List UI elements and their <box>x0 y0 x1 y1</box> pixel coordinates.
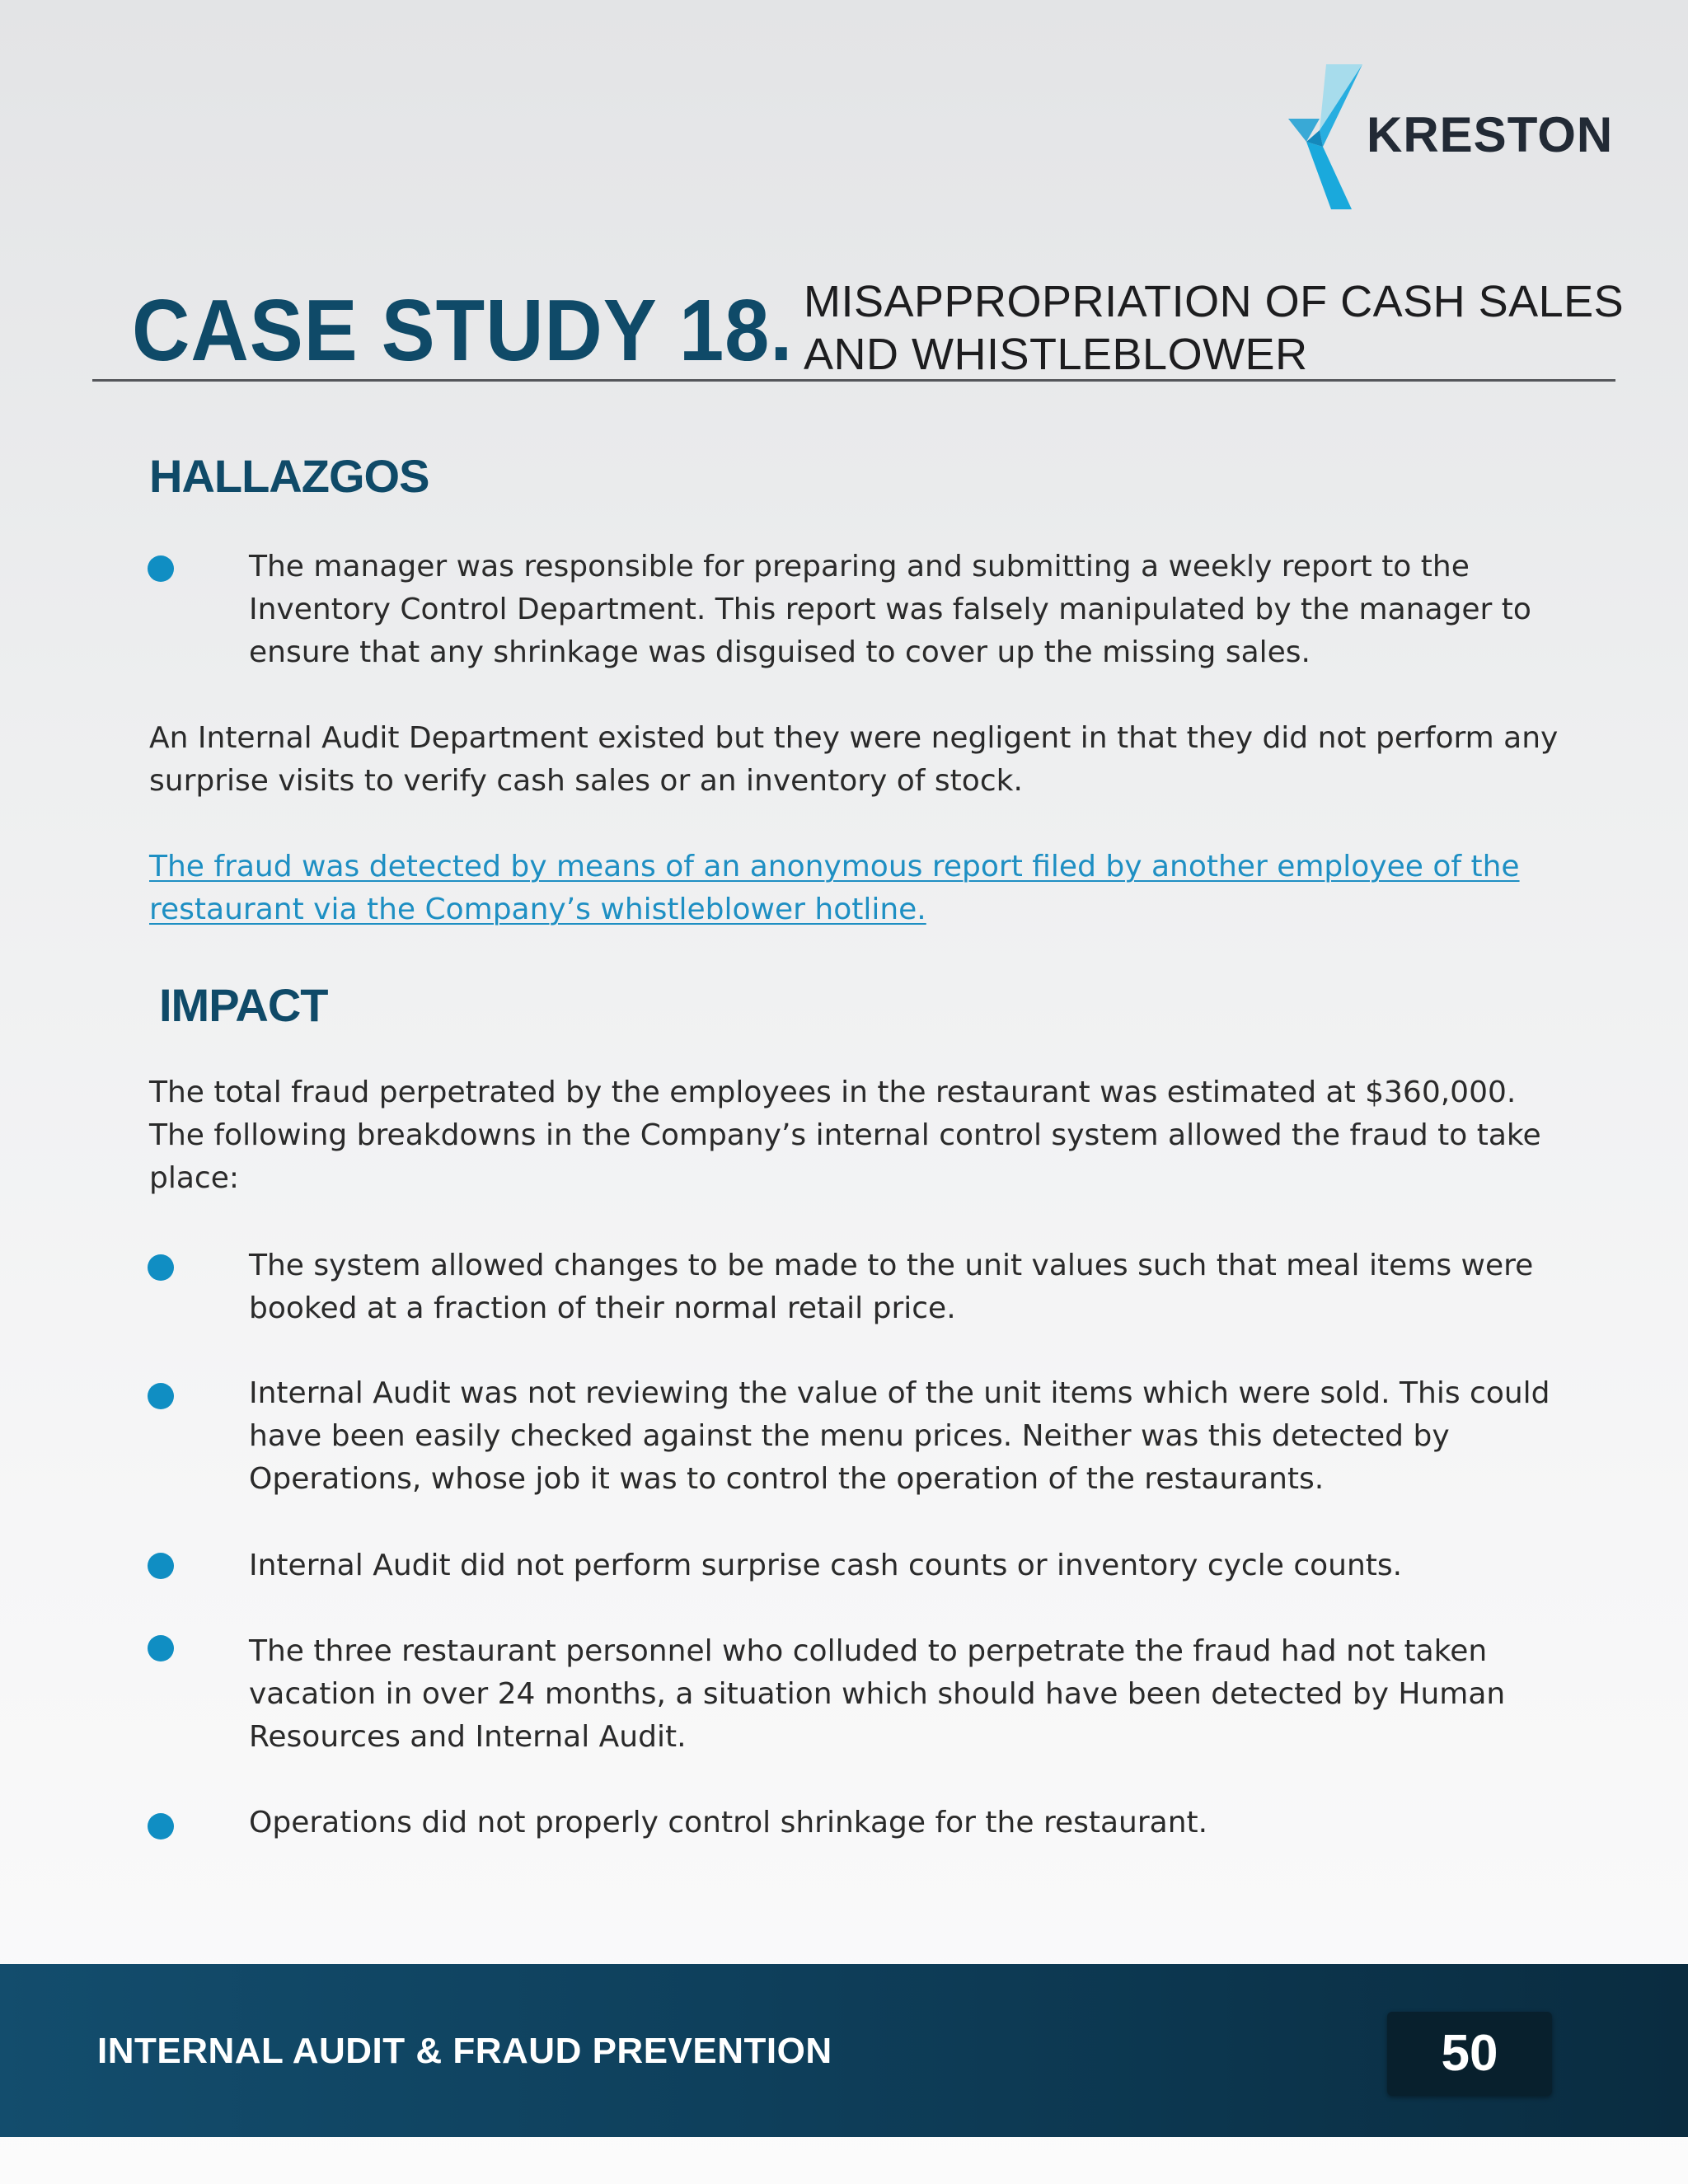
impact-bullet-1: The system allowed changes to be made to the unit values such that meal items were booked at a fraction of their normal retail price. <box>249 1249 1534 1325</box>
findings-heading: HALLAZGOS <box>149 450 429 502</box>
impact-intro: The total fraud perpetrated by the employees in the restaurant was estimated at $360,000. The following breakdowns in the Company’s internal control system allowed the fraud to take place: <box>149 1076 1541 1195</box>
impact-heading: IMPACT <box>159 979 328 1031</box>
findings-paragraph: An Internal Audit Department existed but they were negligent in that they did not perform any surprise visits to verify cash sales or an inventory of stock. <box>149 721 1559 798</box>
subtitle-line-1: MISAPPROPRIATION OF CASH SALES <box>804 277 1625 326</box>
subtitle-line-2: AND WHISTLEBLOWER <box>804 330 1308 379</box>
case-study-subtitle <box>804 275 1624 381</box>
impact-bullet-5: Operations did not properly control shrinkage for the restaurant. <box>249 1806 1208 1840</box>
impact-bullet-4: The three restaurant personnel who colluded to perpetrate the fraud had not taken vacation in over 24 months, a situation which should have been detected by Human Resources and Internal Audit. <box>249 1634 1506 1754</box>
page-number-box <box>1387 2012 1552 2096</box>
bullet-dot <box>148 1553 174 1579</box>
impact-bullet-2: Internal Audit was not reviewing the value of the unit items which were sold. This could have been easily checked against the menu prices. Neither was this detected by Operations, whose job it was to control the operation of the restaurants. <box>249 1376 1550 1496</box>
page-footer <box>0 1964 1688 2137</box>
footer-title: INTERNAL AUDIT & FRAUD PREVENTION <box>97 2031 832 2071</box>
findings-bullet-1: The manager was responsible for preparing and submitting a weekly report to the Inventory Control Department. This report was falsely manipulated by the manager to ensure that any shrinkage was disguised to cover up the missing sales. <box>249 550 1531 669</box>
kreston-logo <box>1273 64 1620 213</box>
kreston-chevron-icon <box>1273 64 1372 213</box>
bullet-dot <box>148 1383 174 1409</box>
bullet-dot <box>148 1813 174 1840</box>
page-number: 50 <box>1441 2025 1498 2082</box>
bullet-dot <box>148 555 174 582</box>
case-study-title: CASE STUDY 18. <box>132 282 794 379</box>
header-divider <box>92 379 1615 382</box>
impact-bullet-3: Internal Audit did not perform surprise cash counts or inventory cycle counts. <box>249 1549 1403 1582</box>
kreston-wordmark: KRESTON <box>1367 107 1614 162</box>
whistleblower-link[interactable]: The fraud was detected by means of an anonymous report filed by another employee of the restaurant via the Company’s whistleblower hotline. <box>149 850 1520 926</box>
bullet-dot <box>148 1254 174 1281</box>
bullet-dot <box>148 1635 174 1661</box>
